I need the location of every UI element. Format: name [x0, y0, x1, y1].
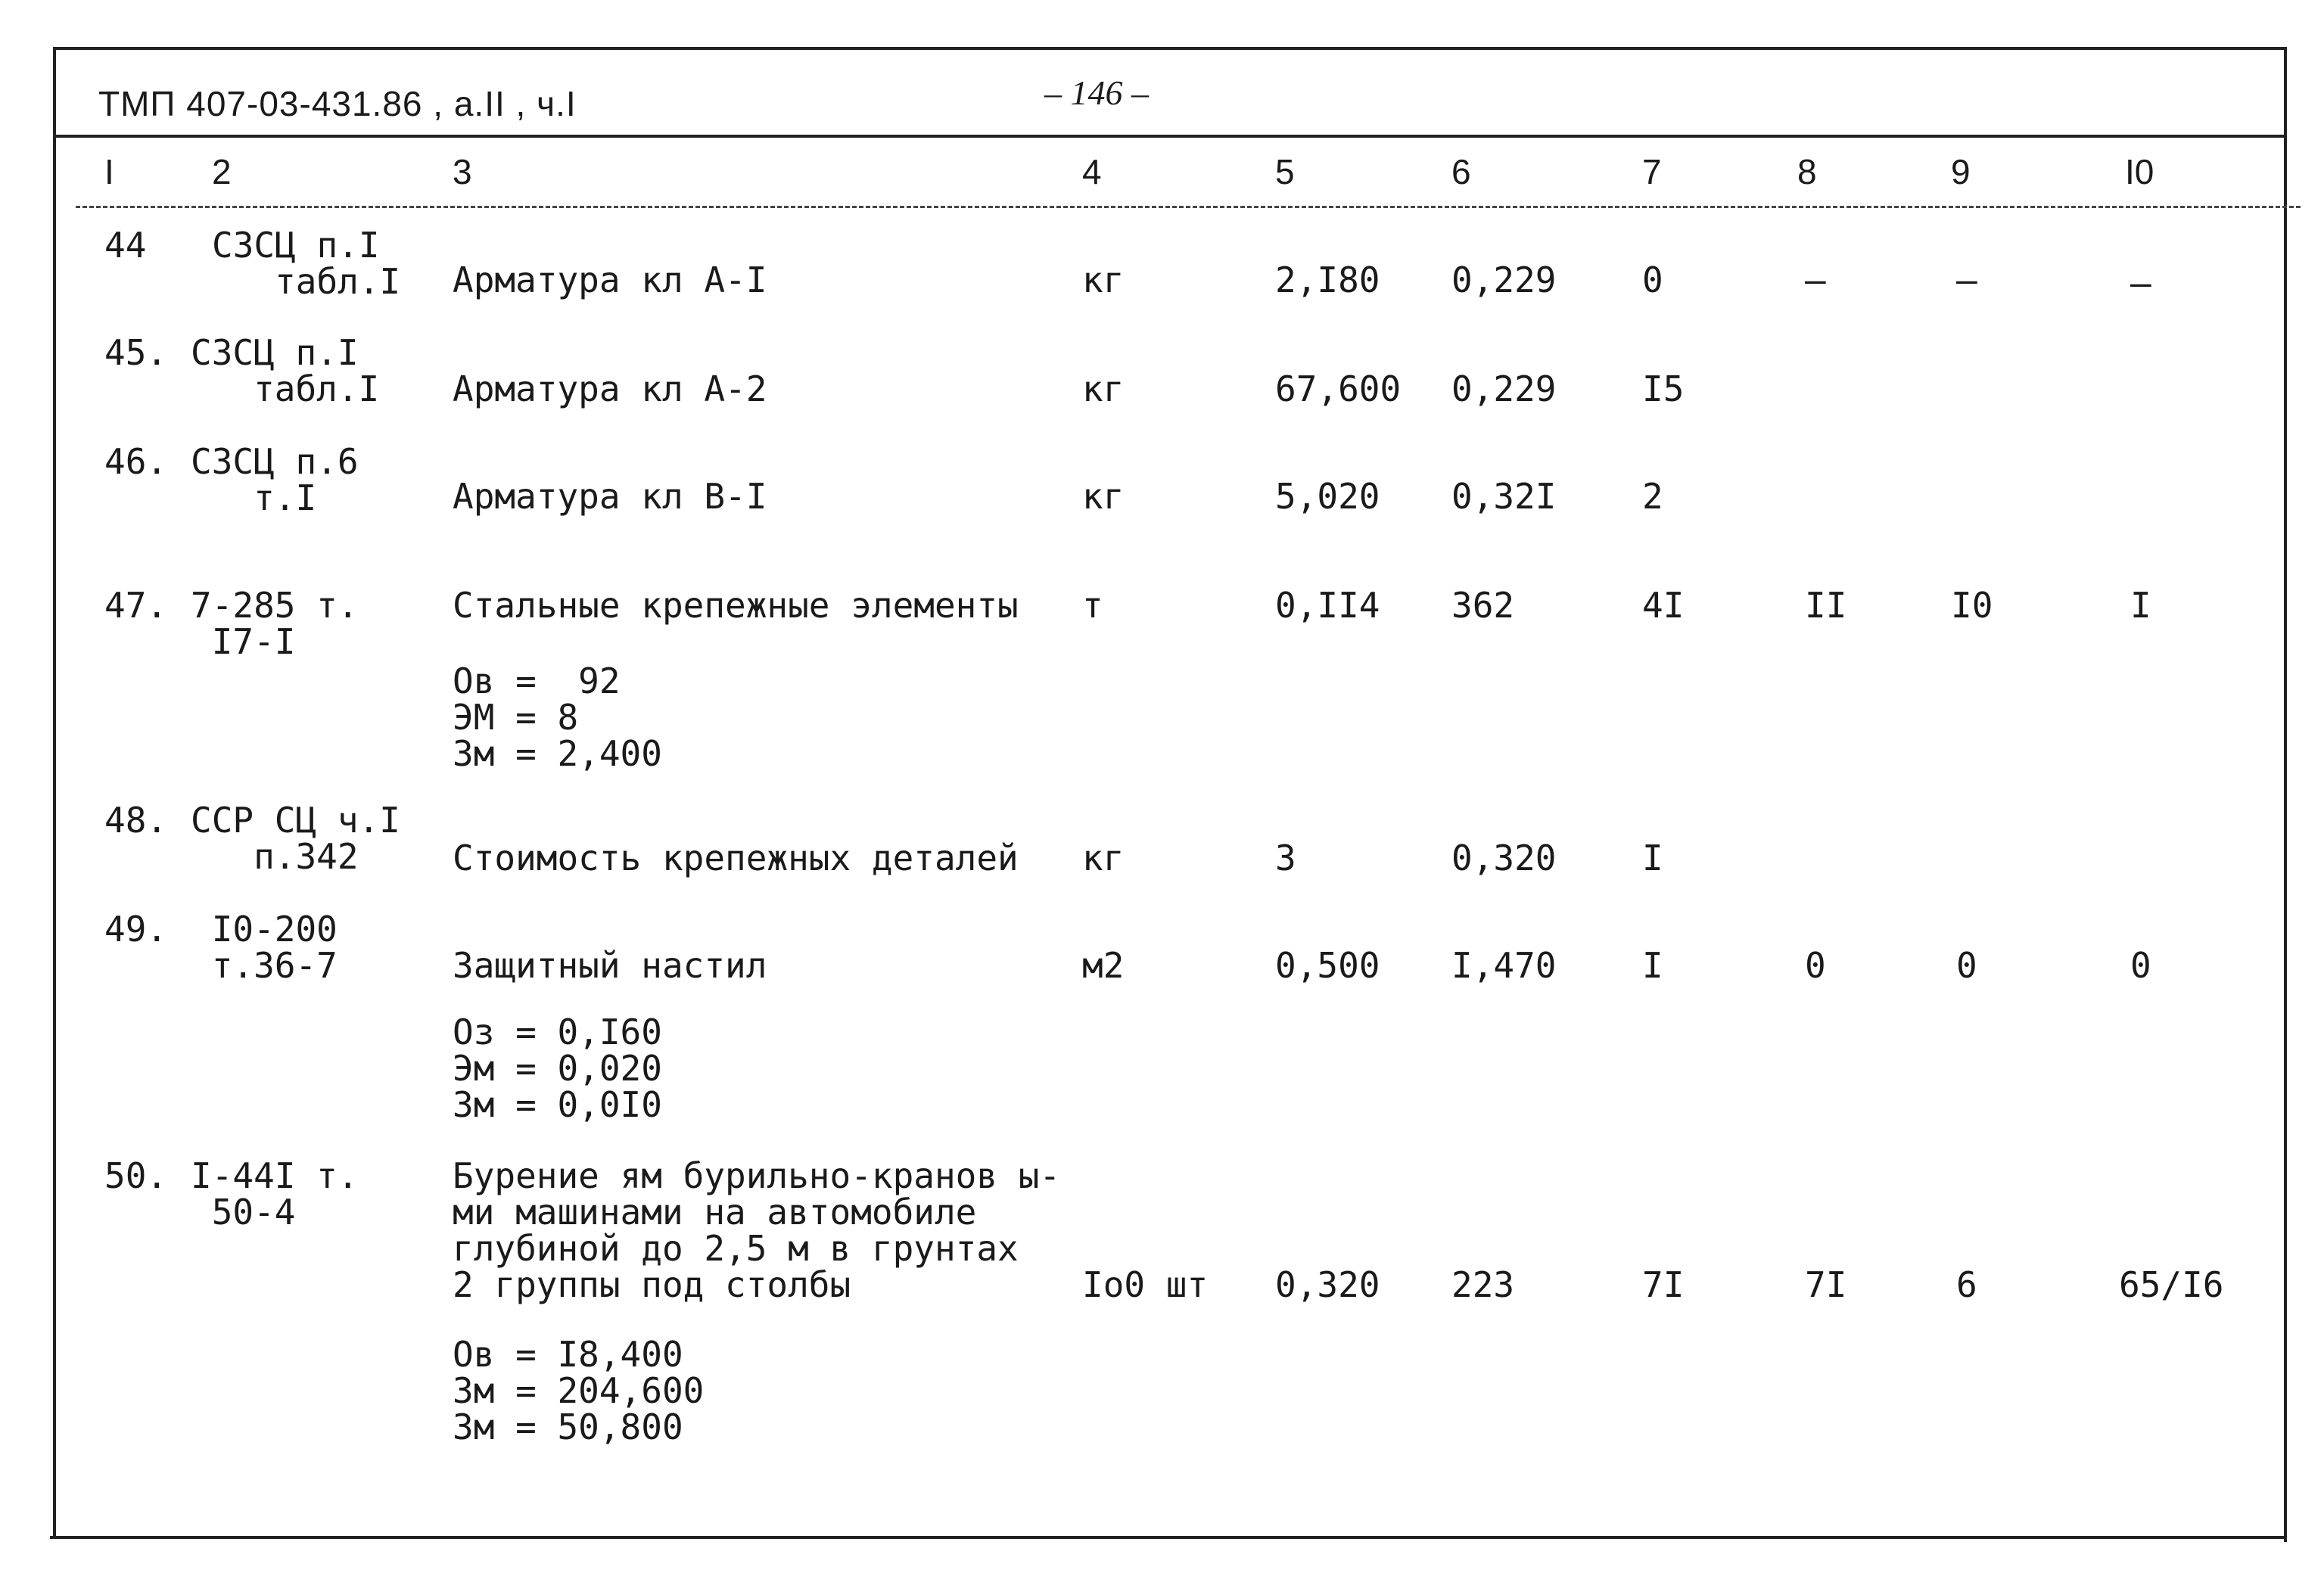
- row-47-name: Стальные крепежные элементы: [453, 585, 1019, 626]
- row-50-col10: 65/I6: [2119, 1264, 2224, 1305]
- frame-bottom-border: [50, 1536, 2287, 1539]
- row-46-name: Арматура кл В-I: [453, 476, 767, 517]
- row-45-col5: 67,600: [1275, 368, 1402, 409]
- row-50-col9: 6: [1956, 1264, 1977, 1305]
- row-44-col8: –: [1805, 260, 1826, 300]
- row-44-unit: кг: [1082, 260, 1125, 300]
- row-49-notes: Оз = 0,I60 Эм = 0,020 Зм = 0,0I0: [453, 1012, 662, 1125]
- row-47-col5: 0,II4: [1275, 585, 1380, 626]
- row-44-col6: 0,229: [1451, 260, 1557, 300]
- row-44-number: 44: [104, 225, 147, 266]
- row-46-number: 46.: [104, 441, 168, 482]
- row-50-col8: 7I: [1805, 1264, 1847, 1305]
- row-48-name: Стоимость крепежных деталей: [453, 838, 1019, 878]
- document-code: ТМП 407-03-431.86 , а.II , ч.I: [98, 84, 577, 123]
- row-50-col6: 223: [1451, 1264, 1515, 1305]
- row-44-name: Арматура кл А-I: [453, 260, 767, 300]
- row-50-col7: 7I: [1642, 1264, 1685, 1305]
- row-47-col10: I: [2130, 585, 2151, 626]
- col-header-4: 4: [1082, 152, 1102, 191]
- row-46-col6: 0,32I: [1451, 476, 1557, 517]
- col-header-2: 2: [212, 152, 232, 191]
- row-47-col7: 4I: [1642, 585, 1685, 626]
- col-header-10: I0: [2125, 152, 2154, 191]
- row-47-unit: т: [1082, 585, 1103, 626]
- row-49-col6: I,470: [1451, 945, 1557, 986]
- row-46-col5: 5,020: [1275, 476, 1380, 517]
- col-header-1: I: [104, 152, 114, 191]
- col-header-8: 8: [1797, 152, 1817, 191]
- row-47-col6: 362: [1451, 585, 1515, 626]
- row-45-number: 45.: [104, 332, 168, 373]
- row-44-col10: –: [2130, 263, 2151, 303]
- row-45-unit: кг: [1082, 368, 1125, 409]
- row-48-reference: ССР СЦ ч.I п.342: [191, 800, 400, 877]
- row-45-reference: СЗСЦ п.I табл.I: [191, 332, 380, 409]
- row-44-col5: 2,I80: [1275, 260, 1380, 300]
- row-50-notes: Ов = I8,400 Зм = 204,600 Зм = 50,800: [453, 1334, 705, 1447]
- row-50-reference: I-44I т. 50-4: [191, 1155, 359, 1233]
- col-header-6: 6: [1451, 152, 1471, 191]
- row-48-col5: 3: [1275, 838, 1296, 878]
- row-48-col6: 0,320: [1451, 838, 1557, 878]
- row-47-reference: 7-285 т. I7-I: [191, 585, 359, 662]
- row-50-name: Бурение ям бурильно-кранов ы- ми машинами на автомобиле глубиной до 2,5 м в грунтах 2 группы под столбы: [453, 1155, 1061, 1305]
- col-header-5: 5: [1275, 152, 1295, 191]
- row-50-col5: 0,320: [1275, 1264, 1380, 1305]
- row-48-number: 48.: [104, 800, 168, 841]
- row-48-unit: кг: [1082, 838, 1125, 878]
- row-47-col8: II: [1805, 585, 1847, 626]
- frame-right-border: [2284, 47, 2287, 1542]
- row-49-col8: 0: [1805, 945, 1826, 986]
- row-49-col7: I: [1642, 945, 1663, 986]
- row-45-name: Арматура кл А-2: [453, 368, 767, 409]
- row-47-notes: Ов = 92 ЭМ = 8 Зм = 2,400: [453, 661, 662, 774]
- row-49-col5: 0,500: [1275, 945, 1380, 986]
- row-49-reference: I0-200 т.36-7: [211, 909, 338, 986]
- col-header-7: 7: [1642, 152, 1662, 191]
- row-47-number: 47.: [104, 585, 168, 626]
- row-50-number: 50.: [104, 1155, 168, 1196]
- column-header-divider: [76, 206, 2301, 208]
- col-header-3: 3: [453, 152, 472, 191]
- col-header-9: 9: [1951, 152, 1971, 191]
- row-49-unit: м2: [1082, 945, 1125, 986]
- row-47-col9: I0: [1951, 585, 1993, 626]
- header-divider: [53, 135, 2287, 138]
- page-number: – 146 –: [1044, 73, 1149, 112]
- row-46-col7: 2: [1642, 476, 1663, 517]
- row-44-col9: –: [1956, 260, 1977, 300]
- row-44-reference: СЗСЦ п.I табл.I: [212, 225, 401, 302]
- row-49-col10: 0: [2130, 945, 2151, 986]
- row-46-reference: СЗСЦ п.6 т.I: [191, 441, 359, 518]
- row-50-unit: Io0 шт: [1082, 1264, 1209, 1305]
- row-49-name: Защитный настил: [453, 945, 767, 986]
- row-45-col6: 0,229: [1451, 368, 1557, 409]
- row-49-col9: 0: [1956, 945, 1977, 986]
- row-49-number: 49.: [104, 909, 168, 950]
- row-46-unit: кг: [1082, 476, 1125, 517]
- row-44-col7: 0: [1642, 260, 1663, 300]
- row-48-col7: I: [1642, 838, 1663, 878]
- row-45-col7: I5: [1642, 368, 1685, 409]
